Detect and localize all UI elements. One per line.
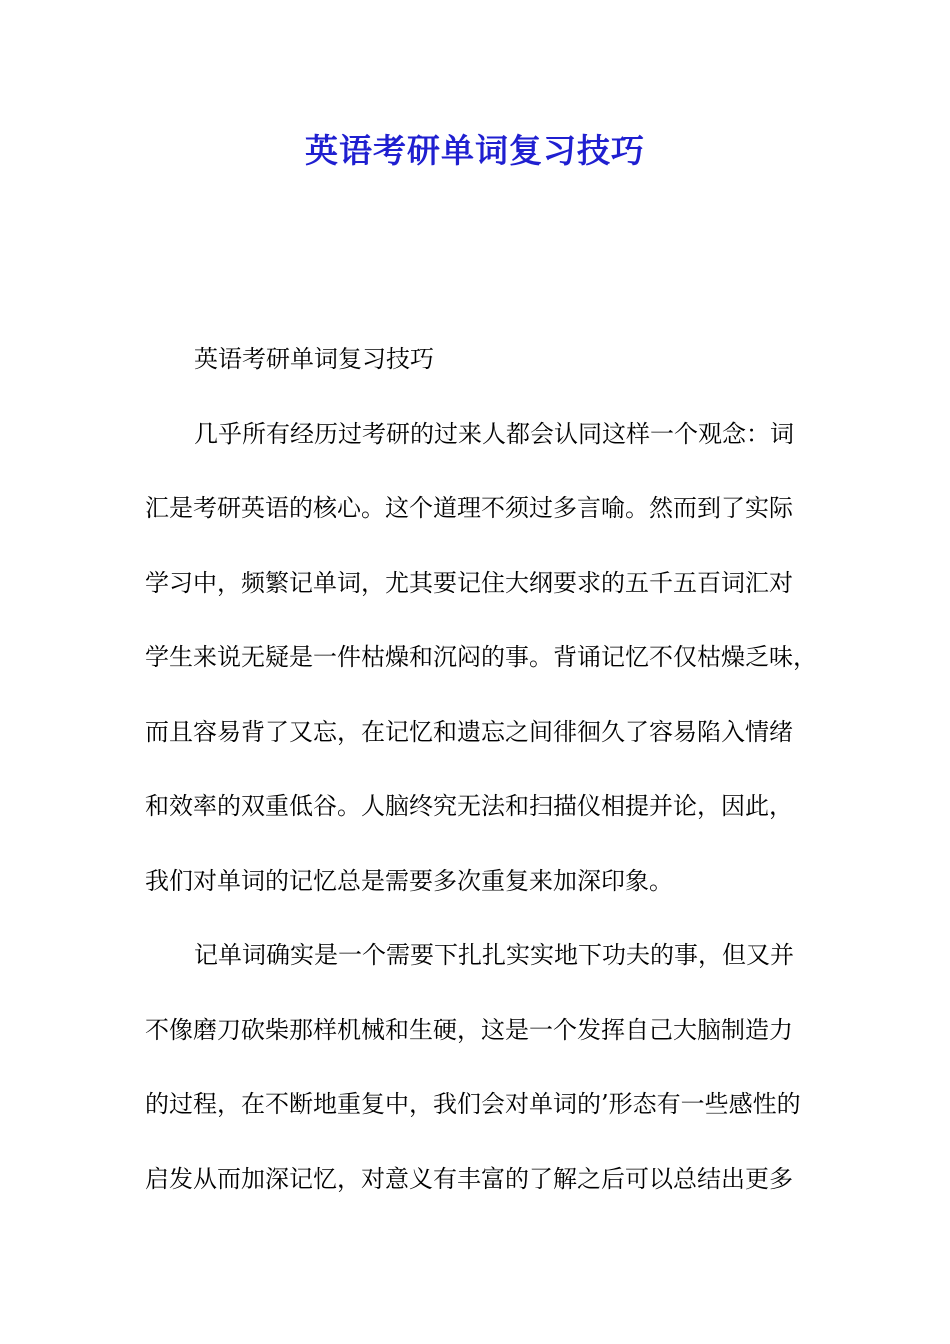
- paragraph-line: 汇是考研英语的核心。这个道理不须过多言喻。然而到了实际: [145, 494, 793, 522]
- paragraph-line: 启发从而加深记忆，对意义有丰富的了解之后可以总结出更多: [145, 1164, 793, 1193]
- paragraph-line: 不像磨刀砍柴那样机械和生硬，这是一个发挥自己大脑制造力: [145, 1015, 793, 1044]
- paragraph-1: [145, 409, 835, 931]
- document-title: 英语考研单词复习技巧: [305, 131, 645, 170]
- paragraph-line: 而且容易背了又忘，在记忆和遗忘之间徘徊久了容易陷入情绪: [145, 717, 793, 746]
- paragraph-line: 学生来说无疑是一件枯燥和沉闷的事。背诵记忆不仅枯燥乏味，: [145, 643, 817, 671]
- document-body: [145, 334, 835, 1228]
- paragraph-line: 和效率的双重低谷。人脑终究无法和扫描仪相提并论，因此，: [145, 792, 793, 820]
- paragraph-line: 学习中，频繁记单词，尤其要记住大纲要求的五千五百词汇对: [145, 568, 793, 597]
- paragraph-line: 记单词确实是一个需要下扎扎实实地下功夫的事，但又并: [194, 941, 794, 969]
- section-heading: 英语考研单词复习技巧: [194, 345, 434, 373]
- paragraph-line: 几乎所有经历过考研的过来人都会认同这样一个观念：词: [194, 419, 794, 448]
- paragraph-line: 的过程，在不断地重复中，我们会对单词的’形态有一些感性的: [145, 1090, 801, 1118]
- paragraph-2: [145, 930, 835, 1228]
- paragraph-line: 我们对单词的记忆总是需要多次重复来加深印象。: [145, 866, 673, 895]
